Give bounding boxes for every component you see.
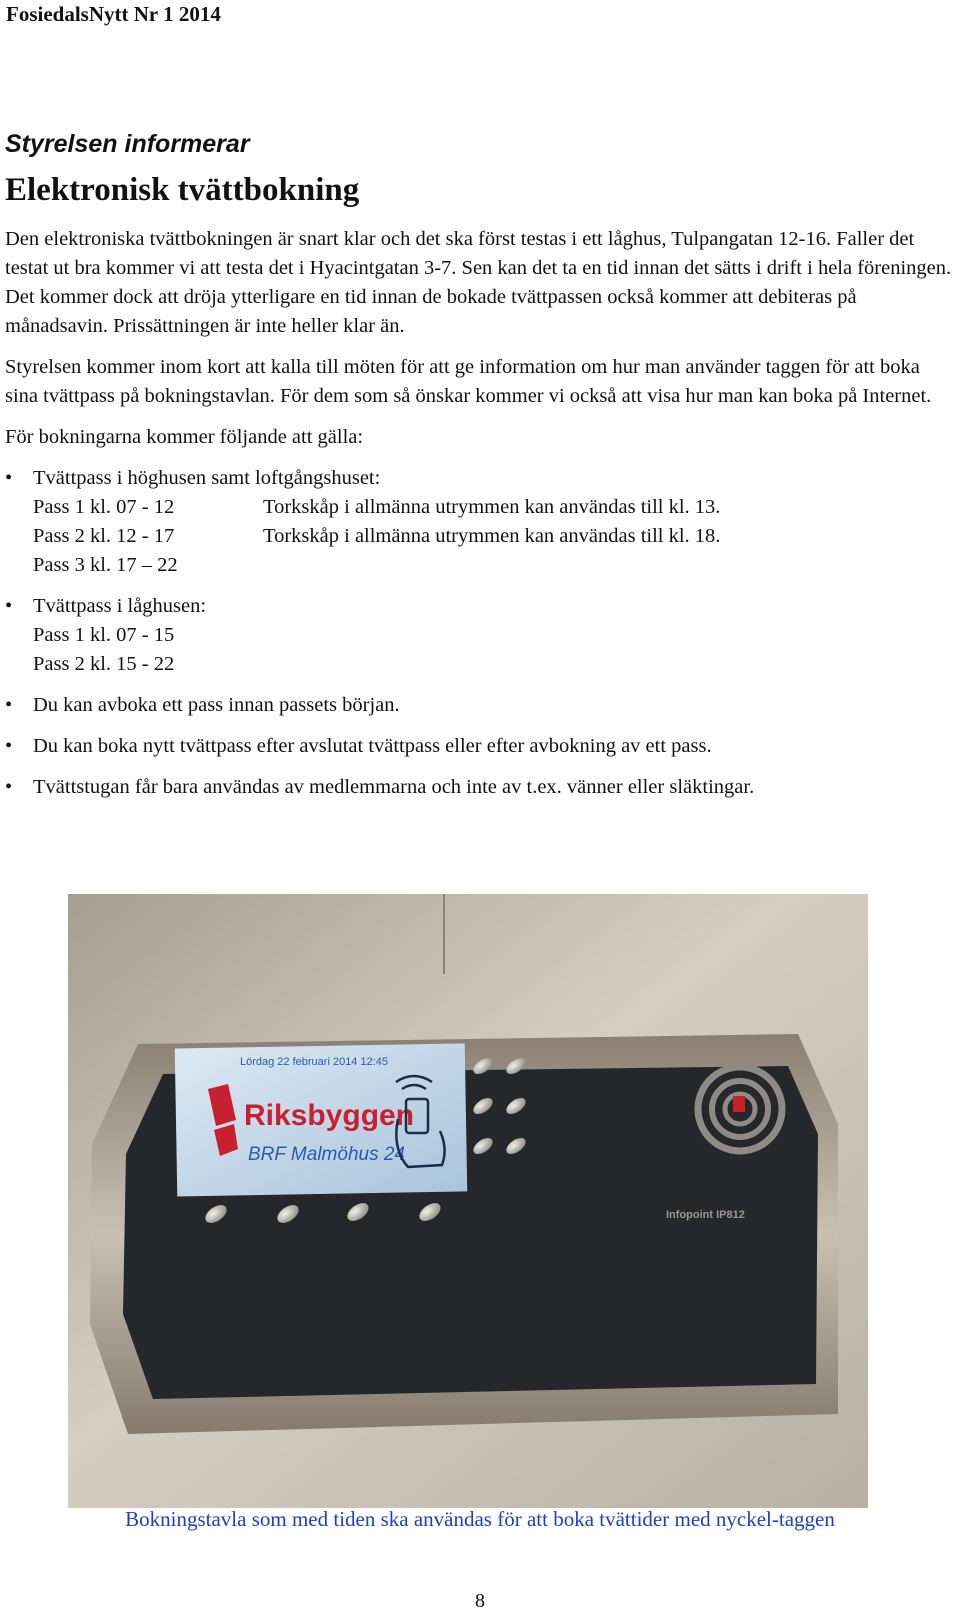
page-number: 8 <box>475 1590 485 1612</box>
newsletter-header: FosiedalsNytt Nr 1 2014 <box>6 2 221 26</box>
section-label: Styrelsen informerar <box>5 130 250 158</box>
pass-row <box>33 551 955 580</box>
list-item <box>5 592 955 679</box>
pass-row <box>33 522 955 551</box>
pass-time: Pass 3 kl. 17 – 22 <box>33 554 178 576</box>
paragraph-rules-intro: För bokningarna kommer följande att gälla: <box>5 426 364 448</box>
article-title: Elektronisk tvättbokning <box>5 172 360 208</box>
screen-date: Lördag 22 februari 2014 12:45 <box>240 1056 389 1068</box>
association-name: BRF Malmöhus 24 <box>248 1144 405 1165</box>
list-item: • Du kan boka nytt tvättpass efter avslutat tvättpass eller efter avbokning av ett pass. <box>5 732 955 761</box>
article-body <box>5 225 955 814</box>
list-item: • Du kan avboka ett pass innan passets början. <box>5 691 955 720</box>
pass-note: Torkskåp i allmänna utrymmen kan användas till kl. 18. <box>263 525 721 547</box>
list-item: • Tvättstugan får bara användas av medlemmarna och inte av t.ex. vänner eller släktingar. <box>5 773 955 802</box>
pass-time: Pass 1 kl. 07 - 12 <box>33 496 175 518</box>
pass-time: Pass 2 kl. 15 - 22 <box>33 653 175 675</box>
pass-note: Torkskåp i allmänna utrymmen kan användas till kl. 13. <box>263 496 721 518</box>
pass-time: Pass 2 kl. 12 - 17 <box>33 525 175 547</box>
pass-time: Pass 1 kl. 07 - 15 <box>33 624 175 646</box>
list-item <box>5 464 955 580</box>
paragraph-meetings: Styrelsen kommer inom kort att kalla till möten för att ge information om hur man använder taggen för att boka sina tvättpass på bokningstavlan. För dem som så önskar kommer vi också att visa hur man kan boka på Internet. <box>5 356 932 407</box>
booking-panel-illustration <box>68 894 868 1508</box>
pass-row <box>33 493 955 522</box>
photo-caption: Bokningstavla som med tiden ska användas för att boka tvättider med nyckel-taggen <box>125 1507 835 1531</box>
hoghus-heading: • Tvättpass i höghusen samt loftgångshuset: <box>33 467 381 489</box>
rules-list <box>5 464 955 802</box>
device-label: Infopoint IP812 <box>666 1209 745 1221</box>
laghus-heading: • Tvättpass i låghusen: <box>33 595 207 617</box>
brand-name: Riksbyggen <box>244 1099 415 1132</box>
rfid-reader-icon <box>698 1067 782 1151</box>
booking-panel-photo <box>68 894 868 1508</box>
paragraph-intro: Den elektroniska tvättbokningen är snart klar och det ska först testas i ett låghus, Tulpangatan 12-16. Faller det testat ut bra kommer vi att testa det i Hyacintgatan 3-7. Sen kan det ta en tid innan det sätts i drift i hela föreningen. Det kommer dock att dröja ytterligare en tid innan de bokade tvättpassen också kommer att debiteras på månadsavin. Prissättningen är inte heller klar än. <box>5 228 952 337</box>
